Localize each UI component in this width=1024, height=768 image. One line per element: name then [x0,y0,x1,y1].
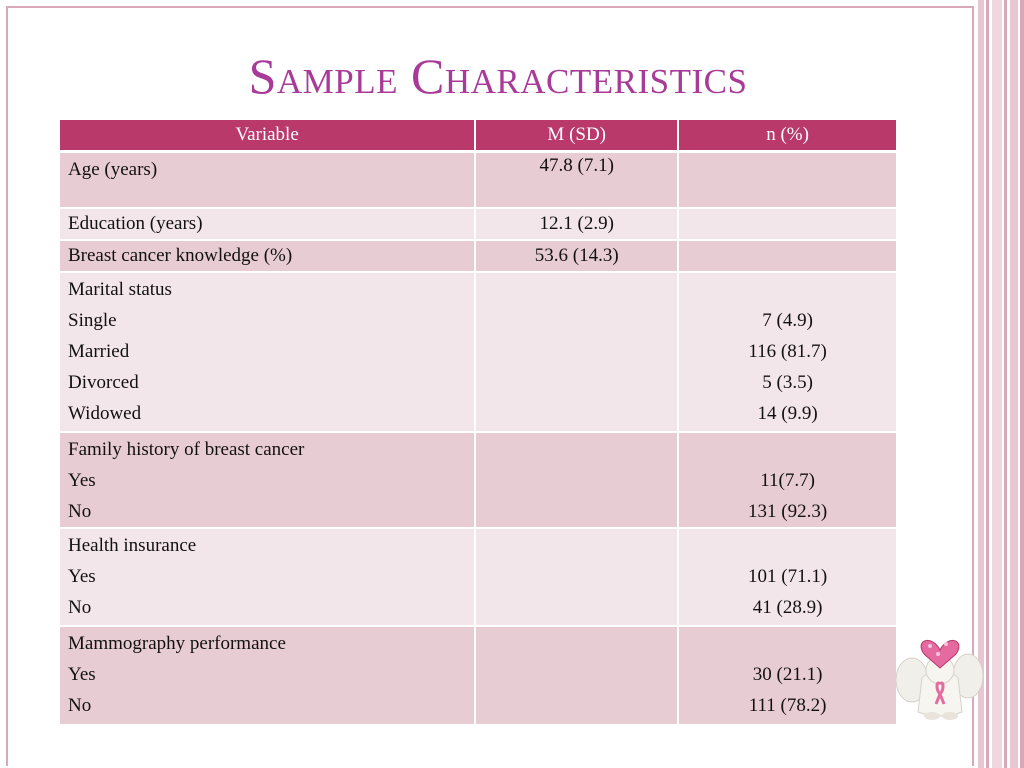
sub-label: No [68,596,92,618]
header-variable: Variable [60,120,475,152]
sub-label: Divorced [68,371,139,393]
n-value: 116 (81.7) [748,340,827,362]
table-row [60,528,896,626]
n-value: 41 (28.9) [752,596,823,618]
border-stripe [1004,0,1007,768]
sub-label: Yes [68,663,96,685]
msd-value: 47.8 (7.1) [539,155,614,176]
sub-label: Yes [68,565,96,587]
angel-ribbon-icon [896,620,984,720]
table-row [60,432,896,528]
n-value: 5 (3.5) [762,371,813,393]
table-row [60,626,896,724]
table-row [60,272,896,432]
border-stripe [1010,0,1018,768]
n-value: 30 (21.1) [752,663,823,685]
slide-title: Sample Characteristics [248,48,748,104]
table-row [60,240,896,272]
row-label: Health insurance [68,534,197,556]
header-msd: M (SD) [475,120,678,152]
table-header-row [60,120,896,152]
row-label: Mammography performance [68,632,286,654]
sub-label: Single [68,309,117,331]
sub-label: Widowed [68,402,142,424]
table-row [60,208,896,240]
characteristics-table [60,120,896,724]
row-label: Education (years) [68,212,203,234]
msd-value: 12.1 (2.9) [539,212,614,234]
n-value: 7 (4.9) [762,309,813,331]
border-stripe [986,0,989,768]
row-label: Marital status [68,278,172,300]
header-n-percent: n (%) [678,120,896,152]
sub-label: No [68,694,92,716]
sub-label: Married [68,340,130,362]
border-stripe [992,0,1002,768]
border-stripe [1020,0,1024,768]
n-value: 14 (9.9) [757,402,818,424]
row-label: Age (years) [68,159,158,180]
sub-label: Yes [68,469,96,491]
n-value: 101 (71.1) [748,565,828,587]
row-label: Breast cancer knowledge (%) [68,244,293,266]
n-value: 11(7.7) [760,469,815,491]
sub-label: No [68,500,92,522]
msd-value: 53.6 (14.3) [534,244,619,266]
n-value: 131 (92.3) [748,500,828,522]
table-row [60,152,896,208]
row-label: Family history of breast cancer [68,438,305,460]
n-value: 111 (78.2) [748,694,827,716]
